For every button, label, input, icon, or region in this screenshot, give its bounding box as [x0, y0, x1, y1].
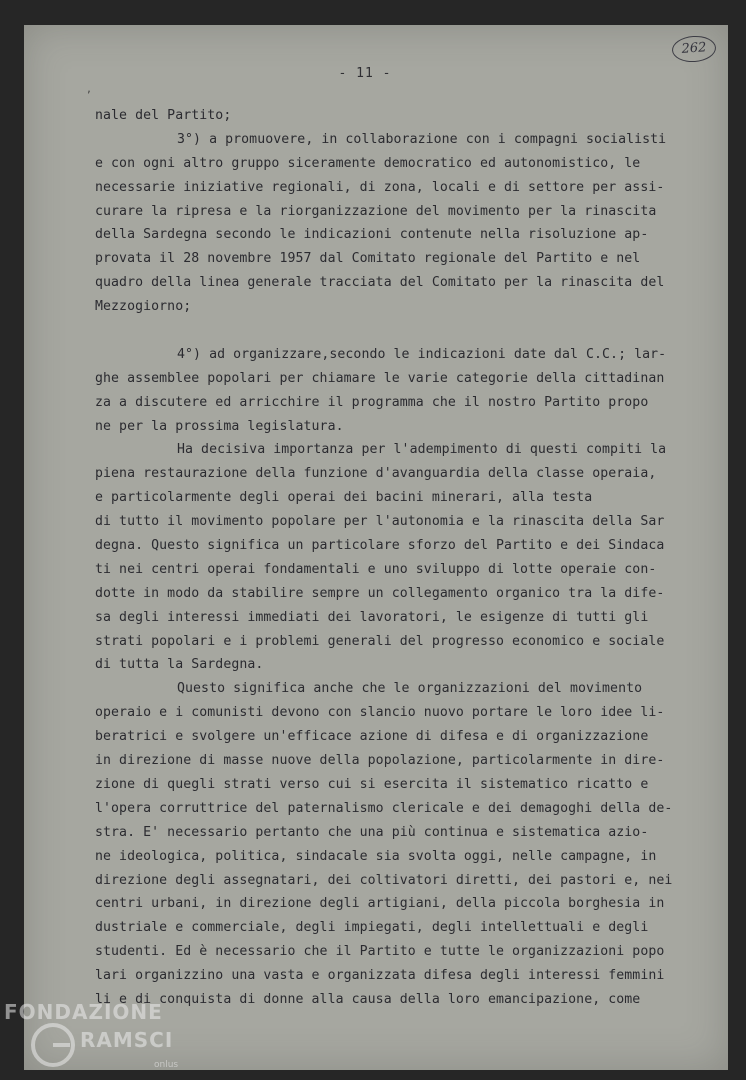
text-line: l'opera corruttrice del paternalismo clericale e dei demagoghi della de- [95, 800, 673, 816]
text-line: stra. E' necessario pertanto che una più continua e sistematica azio- [95, 824, 649, 840]
archive-number-stamp: 262 [671, 34, 717, 63]
text-line: dotte in modo da stabilire sempre un collegamento organico tra la dife- [95, 585, 665, 601]
paragraph-gap [95, 319, 725, 343]
text-line: studenti. Ed è necessario che il Partito e tutte le organizzazioni popo [95, 944, 665, 960]
document-body [95, 104, 725, 1012]
text-line: beratrici e svolgere un'efficace azione di difesa e di organizzazione [95, 729, 649, 745]
text-line: operaio e i comunisti devono con slancio nuovo portare le loro idee li- [95, 705, 665, 721]
text-line: necessarie iniziative regionali, di zona, locali e di settore per assi- [95, 179, 665, 195]
text-line: za a discutere ed arricchire il programma che il nostro Partito propo [95, 394, 649, 410]
text-line: ghe assemblee popolari per chiamare le varie categorie della cittadinan [95, 370, 665, 386]
text-line: dustriale e commerciale, degli impiegati, degli intellettuali e degli [95, 920, 649, 936]
text-line: strati popolari e i problemi generali del progresso economico e sociale [95, 633, 665, 649]
text-line: e con ogni altro gruppo siceramente democratico ed autonomistico, le [95, 155, 641, 171]
text-line: di tutta la Sardegna. [95, 657, 264, 673]
page-number: - 11 - [338, 66, 392, 81]
text-line: ti nei centri operai fondamentali e uno sviluppo di lotte operaie con- [95, 561, 657, 577]
text-line: ne per la prossima legislatura. [95, 418, 344, 434]
text-line: e particolarmente degli operai dei bacini minerari, alla testa [95, 490, 593, 506]
text-line: sa degli interessi immediati dei lavoratori, le esigenze di tutti gli [95, 609, 649, 625]
text-line: zione di quegli strati verso cui si esercita il sistematico ricatto e [95, 776, 649, 792]
text-line: Questo significa anche che le organizzazioni del movimento [177, 681, 643, 697]
text-line: curare la ripresa e la riorganizzazione del movimento per la rinascita [95, 203, 657, 219]
text-line: centri urbani, in direzione degli artigiani, della piccola borghesia in [95, 896, 665, 912]
text-line: degna. Questo significa un particolare sforzo del Partito e dei Sindaca [95, 538, 665, 554]
text-line: della Sardegna secondo le indicazioni contenute nella risoluzione ap- [95, 227, 649, 243]
margin-mark: , [86, 84, 93, 95]
text-line: quadro della linea generale tracciata del Comitato per la rinascita del [95, 275, 665, 291]
text-line: nale del Partito; [95, 108, 232, 123]
text-line: direzione degli assegnatari, dei coltivatori diretti, dei pastori e, nei [95, 872, 673, 888]
watermark-small: onlus [154, 1060, 179, 1070]
text-line: in direzione di masse nuove della popolazione, particolarmente in dire- [95, 753, 665, 769]
text-line: lari organizzino una vasta e organizzata difesa degli interessi femmini [95, 968, 665, 984]
text-line: provata il 28 novembre 1957 dal Comitato regionale del Partito e nel [95, 251, 641, 267]
watermark-line1: FONDAZIONE [4, 1000, 163, 1024]
text-line: 3°) a promuovere, in collaborazione con i compagni socialisti [177, 131, 667, 147]
fondazione-gramsci-watermark [4, 1000, 204, 1080]
text-line: ne ideologica, politica, sindacale sia svolta oggi, nelle campagne, in [95, 848, 657, 864]
text-line: li e di conquista di donne alla causa della loro emancipazione, come [95, 991, 641, 1007]
text-line: Mezzogiorno; [95, 299, 192, 315]
watermark-line2: RAMSCI [80, 1028, 174, 1052]
text-line: di tutto il movimento popolare per l'autonomia e la rinascita della Sar [95, 514, 665, 530]
text-line: piena restaurazione della funzione d'avanguardia della classe operaia, [95, 466, 657, 482]
text-line: Ha decisiva importanza per l'adempimento di questi compiti la [177, 442, 667, 458]
watermark-g-logo-icon [30, 1022, 76, 1068]
text-line: 4°) ad organizzare,secondo le indicazioni date dal C.C.; lar- [177, 346, 667, 362]
